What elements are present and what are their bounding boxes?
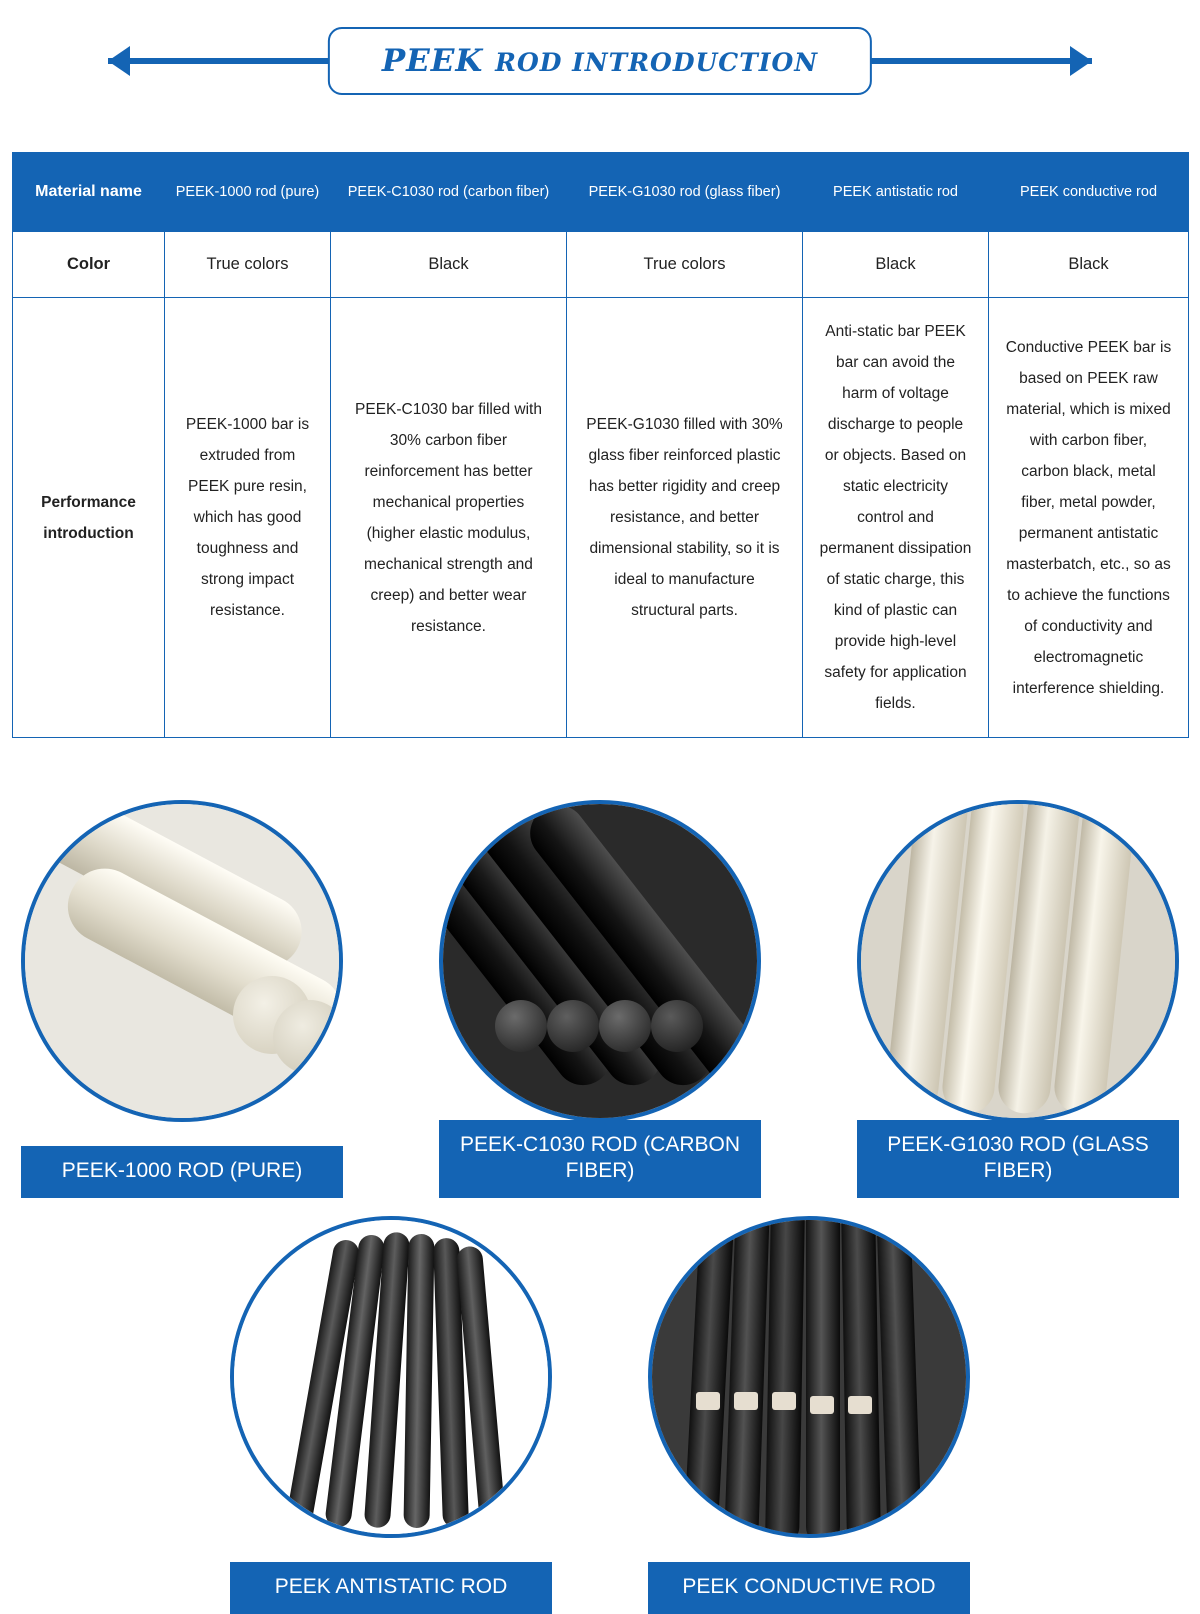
table-header-row [13, 153, 1189, 232]
cell-performance-peek-antistatic: Anti-static bar PEEK bar can avoid the harm of voltage discharge to people or objects. Based on static electricity control and permanent dissipation of static charge, this kind of plastic can provide high-level safety for application fields. [803, 298, 989, 738]
arrow-right-icon [1070, 46, 1092, 76]
product-card-peek-1000[interactable] [21, 800, 343, 1198]
photo-background [234, 1220, 548, 1534]
product-gallery [0, 800, 1200, 1614]
product-card-peek-antistatic[interactable] [230, 1216, 552, 1614]
table-header-cell-peek-c1030: PEEK-C1030 rod (carbon fiber) [331, 153, 567, 232]
page-title-box [328, 27, 872, 95]
page-title-main: PEEK [381, 43, 484, 79]
row-label-performance-introduction: Performance introduction [13, 298, 165, 738]
row-label-color: Color [13, 232, 165, 298]
photo-background [25, 804, 339, 1118]
spec-table-wrapper [12, 152, 1188, 738]
cell-color-peek-1000: True colors [165, 232, 331, 298]
cell-performance-peek-1000: PEEK-1000 bar is extruded from PEEK pure resin, which has good toughness and strong impact resistance. [165, 298, 331, 738]
photo-background [443, 804, 757, 1118]
table-header-cell-peek-1000: PEEK-1000 rod (pure) [165, 153, 331, 232]
cell-color-peek-g1030: True colors [567, 232, 803, 298]
arrow-left-icon [108, 46, 130, 76]
cell-performance-peek-c1030: PEEK-C1030 bar filled with 30% carbon fiber reinforcement has better mechanical properties (higher elastic modulus, mechanical strength and creep) and better wear resistance. [331, 298, 567, 738]
page-header [0, 0, 1200, 122]
peek-antistatic-rod-photo [230, 1216, 552, 1538]
peek-g1030-rod-photo [857, 800, 1179, 1122]
page-title [382, 43, 818, 79]
cell-performance-peek-conductive: Conductive PEEK bar is based on PEEK raw material, which is mixed with carbon fiber, carbon black, metal fiber, metal powder, permanent antistatic masterbatch, etc., so as to achieve the functions of conductivity and electromagnetic interference shielding. [989, 298, 1189, 738]
product-card-peek-conductive[interactable] [648, 1216, 970, 1614]
cell-performance-peek-g1030: PEEK-G1030 filled with 30% glass fiber reinforced plastic has better rigidity and creep resistance, and better dimensional stability, so it is ideal to manufacture structural parts. [567, 298, 803, 738]
product-card-peek-c1030[interactable] [439, 800, 761, 1198]
product-caption-peek-1000: PEEK-1000 ROD (PURE) [21, 1146, 343, 1198]
product-caption-peek-c1030: PEEK-C1030 ROD (CARBON FIBER) [439, 1120, 761, 1199]
product-card-peek-g1030[interactable] [857, 800, 1179, 1198]
product-row-bottom [0, 1216, 1200, 1614]
product-caption-peek-conductive: PEEK CONDUCTIVE ROD [648, 1562, 970, 1614]
table-header-cell-peek-conductive: PEEK conductive rod [989, 153, 1189, 232]
cell-color-peek-antistatic: Black [803, 232, 989, 298]
spec-table [12, 152, 1189, 738]
table-header-cell-peek-g1030: PEEK-G1030 rod (glass fiber) [567, 153, 803, 232]
table-header-cell-material-name: Material name [13, 153, 165, 232]
table-row [13, 232, 1189, 298]
product-caption-peek-g1030: PEEK-G1030 ROD (GLASS FIBER) [857, 1120, 1179, 1199]
table-header-cell-peek-antistatic: PEEK antistatic rod [803, 153, 989, 232]
page-title-rest: ROD INTRODUCTION [495, 48, 819, 77]
photo-background [652, 1220, 966, 1534]
table-row [13, 298, 1189, 738]
peek-c1030-rod-photo [439, 800, 761, 1122]
peek-1000-rod-photo [21, 800, 343, 1122]
product-row-top [0, 800, 1200, 1198]
cell-color-peek-conductive: Black [989, 232, 1189, 298]
cell-color-peek-c1030: Black [331, 232, 567, 298]
peek-conductive-rod-photo [648, 1216, 970, 1538]
product-caption-peek-antistatic: PEEK ANTISTATIC ROD [230, 1562, 552, 1614]
photo-background [861, 804, 1175, 1118]
